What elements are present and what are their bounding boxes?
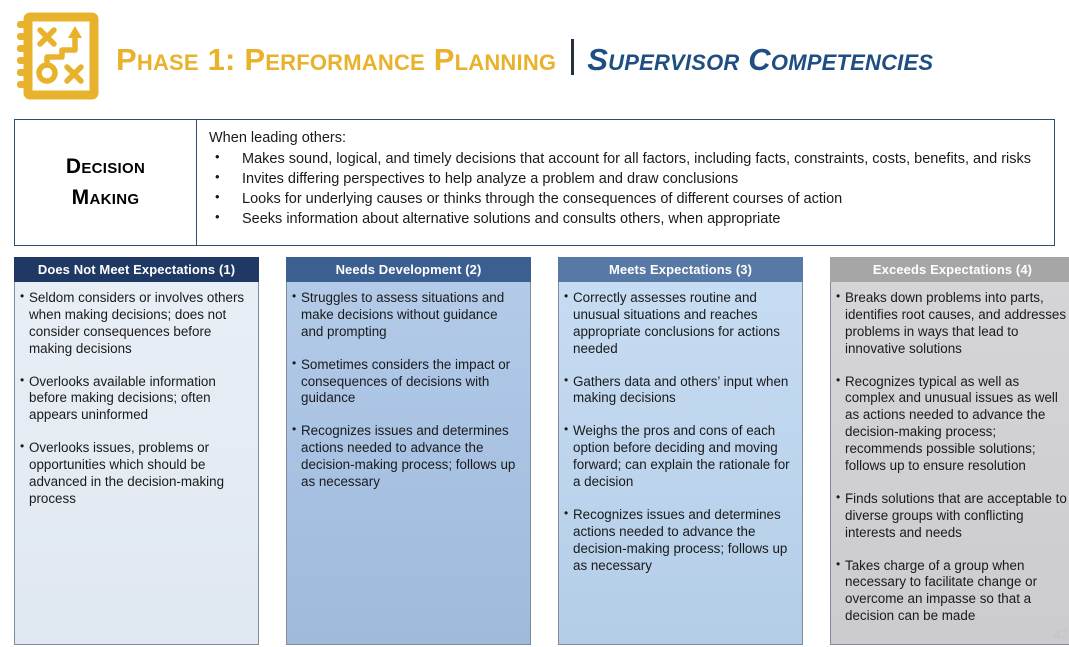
rating-bullet: • Seldom considers or involves others when making decisions; does not consider consequences before making decisions (19, 290, 251, 358)
rating-bullet-list (19, 290, 251, 508)
competency-name (15, 120, 197, 245)
definition-bullet: • Looks for underlying causes or thinks through the consequences of different courses of action (209, 189, 1044, 209)
rating-bullet: • Recognizes typical as well as complex and unusual issues as well as actions needed to advance the decision-making process; recommends possible solutions; follows up to ensure resolution (835, 374, 1067, 475)
page-number: 42 (1053, 627, 1068, 642)
rating-column-body (830, 282, 1069, 645)
column-gap (803, 257, 830, 645)
rating-column-body (14, 282, 259, 645)
rating-bullet: • Recognizes issues and determines actions needed to advance the decision-making process; follows up as necessary (291, 423, 523, 491)
rating-bullet-list (291, 290, 523, 491)
rating-bullet: • Takes charge of a group when necessary to facilitate change or overcome an impasse so that a decision can be made (835, 558, 1067, 626)
rating-bullet: • Sometimes considers the impact or consequences of decisions with guidance (291, 357, 523, 408)
column-gap (531, 257, 558, 645)
rating-bullet: • Struggles to assess situations and make decisions without guidance and prompting (291, 290, 523, 341)
rating-column-exceeds-expectations (830, 257, 1069, 645)
title-supervisor-competencies: Supervisor Competencies (587, 42, 934, 77)
definition-bullet: • Seeks information about alternative solutions and consults others, when appropriate (209, 209, 1044, 229)
page-header (0, 0, 1069, 112)
rating-bullet: • Weighs the pros and cons of each option before deciding and moving forward; can explain the rationale for a decision (563, 423, 795, 491)
rating-bullet-list (563, 290, 795, 574)
rating-column-does-not-meet-expectations (14, 257, 259, 645)
rating-bullet: • Finds solutions that are acceptable to diverse groups with conflicting interests and needs (835, 491, 1067, 542)
title-phase: Phase 1: Performance Planning (116, 42, 557, 77)
rating-column-body (558, 282, 803, 645)
page-title (116, 34, 933, 78)
rating-column-needs-development (286, 257, 531, 645)
rating-bullet-list (835, 290, 1067, 625)
title-divider-icon (571, 39, 574, 75)
strategy-playbook-icon (9, 10, 101, 102)
definition-bullet: • Makes sound, logical, and timely decisions that account for all factors, including facts, constraints, costs, benefits, and risks (209, 149, 1044, 169)
rating-bullet: • Overlooks issues, problems or opportunities which should be advanced in the decision-making process (19, 440, 251, 508)
rating-column-header: Exceeds Expectations (4) (830, 257, 1069, 282)
rating-scale-columns (14, 257, 1068, 645)
rating-column-header: Does Not Meet Expectations (1) (14, 257, 259, 282)
rating-column-body (286, 282, 531, 645)
rating-column-header: Needs Development (2) (286, 257, 531, 282)
rating-bullet: • Breaks down problems into parts, identifies root causes, and addresses problems in ways that lead to innovative solutions (835, 290, 1067, 358)
rating-column-meets-expectations (558, 257, 803, 645)
rating-bullet: • Overlooks available information before making decisions; often appears uninformed (19, 374, 251, 425)
rating-bullet: • Correctly assesses routine and unusual situations and reaches appropriate conclusions for actions needed (563, 290, 795, 358)
definition-bullet: • Invites differing perspectives to help analyze a problem and draw conclusions (209, 169, 1044, 189)
competency-name-line-2: Making (71, 185, 140, 209)
rating-bullet: • Recognizes issues and determines actions needed to advance the decision-making process; follows up as necessary (563, 507, 795, 575)
competency-definition-box (14, 119, 1055, 246)
competency-name-line-1: Decision (65, 155, 146, 179)
logo (0, 0, 110, 112)
definition-bullet-list (209, 149, 1044, 229)
definition-intro: When leading others: (209, 130, 347, 146)
column-gap (259, 257, 286, 645)
competency-description (197, 120, 1054, 245)
rating-bullet: • Gathers data and others’ input when making decisions (563, 374, 795, 408)
rating-column-header: Meets Expectations (3) (558, 257, 803, 282)
